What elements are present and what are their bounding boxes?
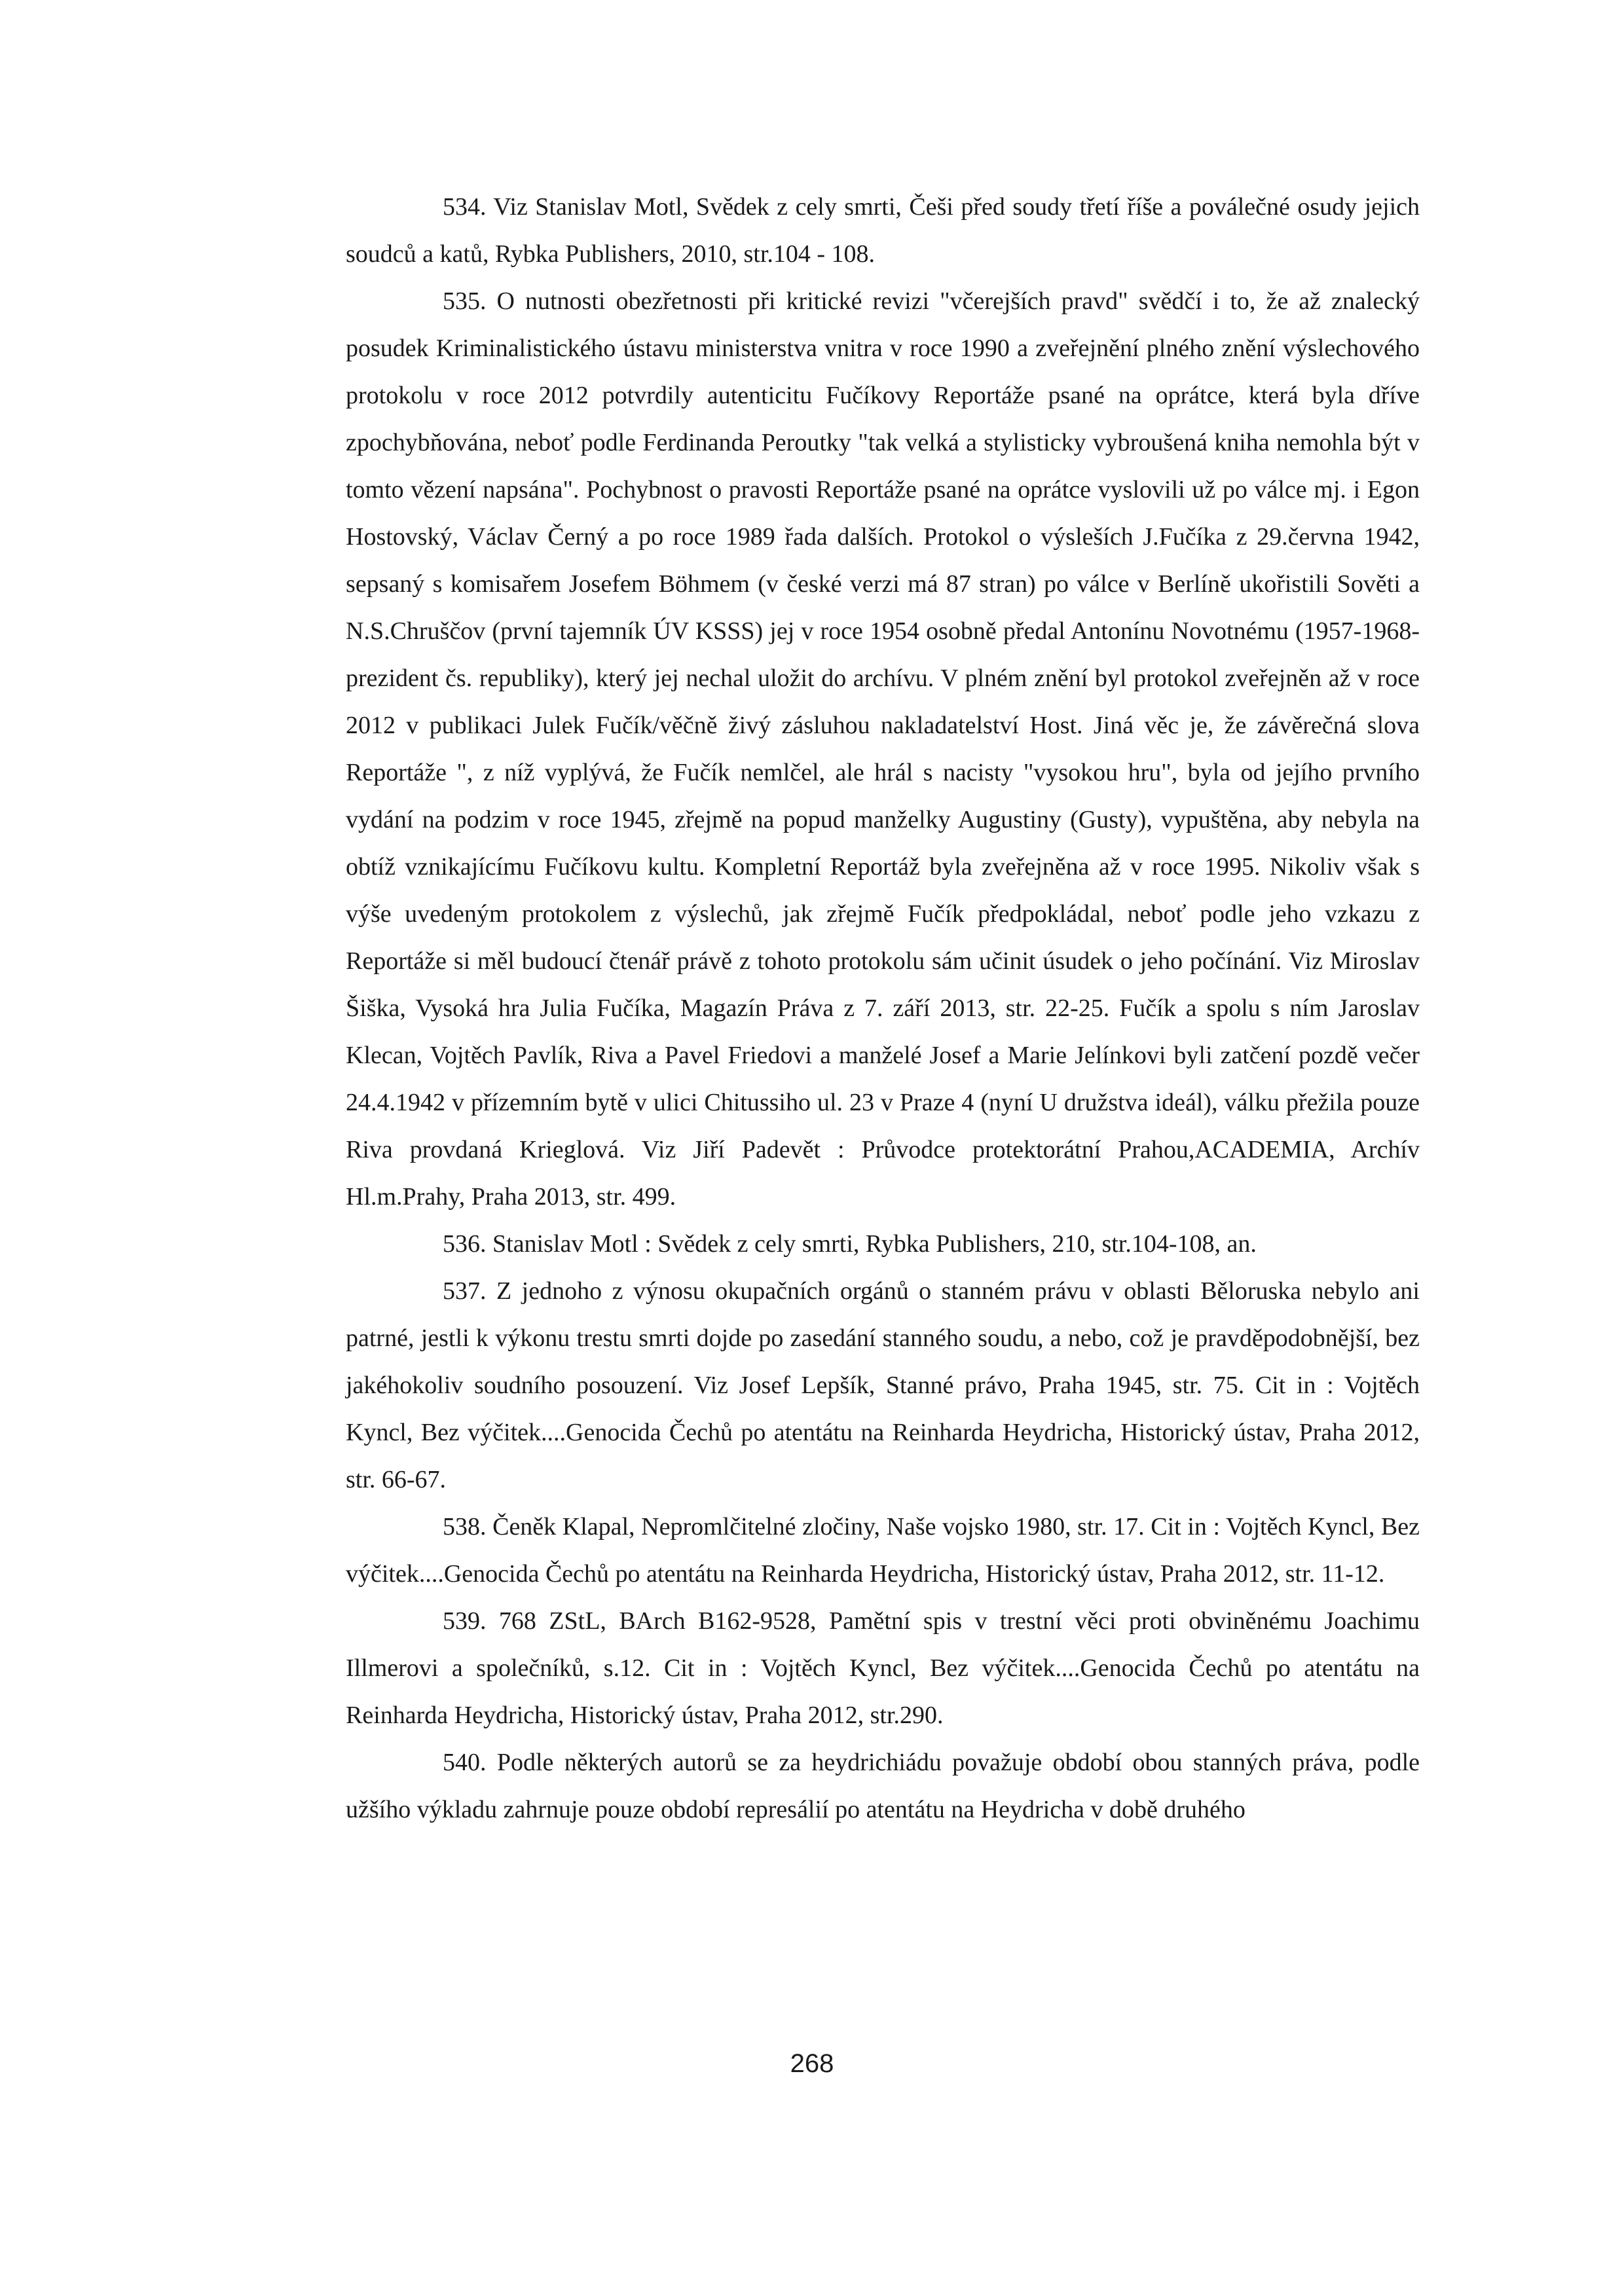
footnote-536: 536. Stanislav Motl : Svědek z cely smrti, Rybka Publishers, 210, str.104-108, an. <box>443 1230 1257 1258</box>
footnote-539: 539. 768 ZStL, BArch B162-9528, Pamětní spis v trestní věci proti obviněnému Joachimu Illmerovi a společníků, s.12. Cit in : Vojtěch Kyncl, Bez výčitek....Genocida Čechů po atentátu na Reinharda Heydricha, Historický ústav, Praha 2012, str.290. <box>346 1607 1420 1729</box>
footnote-534: 534. Viz Stanislav Motl, Svědek z cely smrti, Češi před soudy třetí říše a poválečné osudy jejich soudců a katů, Rybka Publishers, 2010, str.104 - 108. <box>346 193 1420 268</box>
footnote-540: 540. Podle některých autorů se za heydrichiádu považuje období obou stanných práva, podle užšího výkladu zahrnuje pouze období represálií po atentátu na Heydricha v době druhého <box>346 1749 1420 1823</box>
footnote-538: 538. Čeněk Klapal, Nepromlčitelné zločiny, Naše vojsko 1980, str. 17. Cit in : Vojtěch Kyncl, Bez výčitek....Genocida Čechů po atentátu na Reinharda Heydricha, Historický ústav, Praha 2012, str. 11-12. <box>346 1513 1420 1588</box>
footnote-535: 535. O nutnosti obezřetnosti při kritické revizi "včerejších pravd" svědčí i to, že až znalecký posudek Kriminalistického ústavu ministerstva vnitra v roce 1990 a zveřejnění plného znění výslechového protokolu v roce 2012 potvrdily autenticitu Fučíkovy Reportáže psané na oprátce, která byla dříve zpochybňována, neboť podle Ferdinanda Peroutky "tak velká a stylisticky vybroušená kniha nemohla být v tomto vězení napsána". Pochybnost o pravosti Reportáže psané na oprátce vyslovili už po válce mj. i Egon Hostovský, Václav Černý a po roce 1989 řada dalších. Protokol o výsleších J.Fučíka z 29.června 1942, sepsaný s komisařem Josefem Böhmem (v české verzi má 87 stran) po válce v Berlíně ukořistili Sověti a N.S.Chruščov (první tajemník ÚV KSSS) jej v roce 1954 osobně předal Antonínu Novotnému (1957-1968-prezident čs. republiky), který jej nechal uložit do archívu. V plném znění byl protokol zveřejněn až v roce 2012 v publikaci Julek Fučík/věčně živý zásluhou nakladatelství Host. Jiná věc je, že závěrečná slova Reportáže ", z níž vyplývá, že Fučík nemlčel, ale hrál s nacisty "vysokou hru", byla od jejího prvního vydání na podzim v roce 1945, zřejmě na popud manželky Augustiny (Gusty), vypuštěna, aby nebyla na obtíž vznikajícímu Fučíkovu kultu. Kompletní Reportáž byla zveřejněna až v roce 1995. Nikoliv však s výše uvedeným protokolem z výslechů, jak zřejmě Fučík předpokládal, neboť podle jeho vzkazu z Reportáže si měl budoucí čtenář právě z tohoto protokolu sám učinit úsudek o jeho počínání. Viz Miroslav Šiška, Vysoká hra Julia Fučíka, Magazín Práva z 7. září 2013, str. 22-25. Fučík a spolu s ním Jaroslav Klecan, Vojtěch Pavlík, Riva a Pavel Friedovi a manželé Josef a Marie Jelínkovi byli zatčení pozdě večer 24.4.1942 v přízemním bytě v ulici Chitussiho ul. 23 v Praze 4 (nyní U družstva ideál), válku přežila pouze Riva provdaná Krieglová. Viz Jiří Padevět : Průvodce protektorátní Prahou,ACADEMIA, Archív Hl.m.Prahy, Praha 2013, str. 499. <box>346 287 1420 1211</box>
footnote-537: 537. Z jednoho z výnosu okupačních orgánů o stanném právu v oblasti Běloruska nebylo ani patrné, jestli k výkonu trestu smrti dojde po zasedání stanného soudu, a nebo, což je pravděpodobnější, bez jakéhokoliv soudního posouzení. Viz Josef Lepšík, Stanné právo, Praha 1945, str. 75. Cit in : Vojtěch Kyncl, Bez výčitek....Genocida Čechů po atentátu na Reinharda Heydricha, Historický ústav, Praha 2012, str. 66-67. <box>346 1277 1420 1493</box>
footnotes-block <box>346 183 1420 1833</box>
page-number: 268 <box>790 2049 834 2078</box>
